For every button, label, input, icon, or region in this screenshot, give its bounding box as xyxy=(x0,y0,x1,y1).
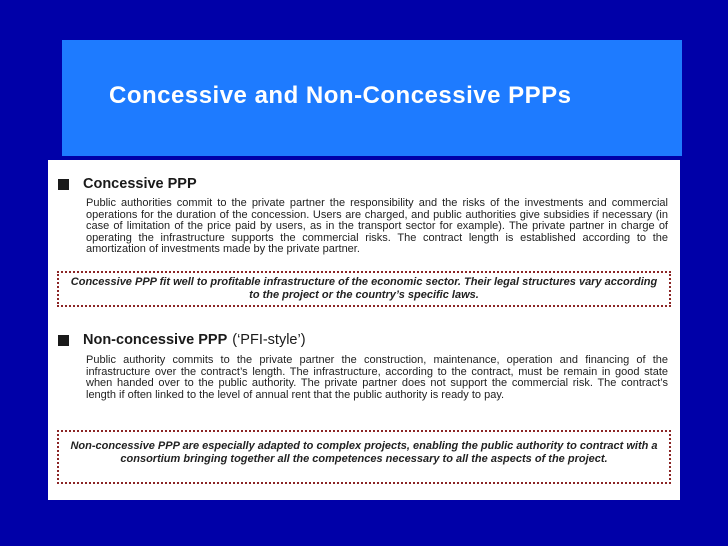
section-heading-label: Non-concessive PPP xyxy=(83,332,228,348)
callout-non-concessive: Non-concessive PPP are especially adapted to complex projects, enabling the public authority to contract with a consortium bringing together all the competences necessary to all the aspects of the project. xyxy=(57,430,671,484)
section-heading-suffix: (‘PFI-style’) xyxy=(232,332,306,348)
checkbox-bullet-icon xyxy=(58,335,69,346)
content-panel xyxy=(48,160,680,500)
section-heading-non-concessive xyxy=(58,332,306,348)
section-heading-concessive xyxy=(58,176,197,192)
section-body-non-concessive: Public authority commits to the private partner the construction, maintenance, operation and financing of the infrastructure over the contract’s length. The infrastructure, according to the contract, must be remain in good state when handed over to the public authority. The private partner does not support the commercial risk. The contract’s length if often linked to the level of annual rent that the public authority is ready to pay. xyxy=(86,354,668,401)
section-body-concessive: Public authorities commit to the private partner the responsibility and the risks of the investments and commercial operations for the duration of the concession. Users are charged, and public authorities give subsidies if necessary (in case of limitation of the price paid by users, as in the transport sector for example). The private partner in charge of operating the infrastructure supports the commercial risks. The contract length is established according to the amortization of investments made by the private partner. xyxy=(86,197,668,256)
section-heading-label: Concessive PPP xyxy=(83,176,197,192)
title-band xyxy=(62,40,682,156)
slide-title: Concessive and Non-Concessive PPPs xyxy=(109,82,572,109)
callout-concessive: Concessive PPP fit well to profitable infrastructure of the economic sector. Their legal structures vary according to the project or the country’s specific laws. xyxy=(57,271,671,307)
checkbox-bullet-icon xyxy=(58,179,69,190)
